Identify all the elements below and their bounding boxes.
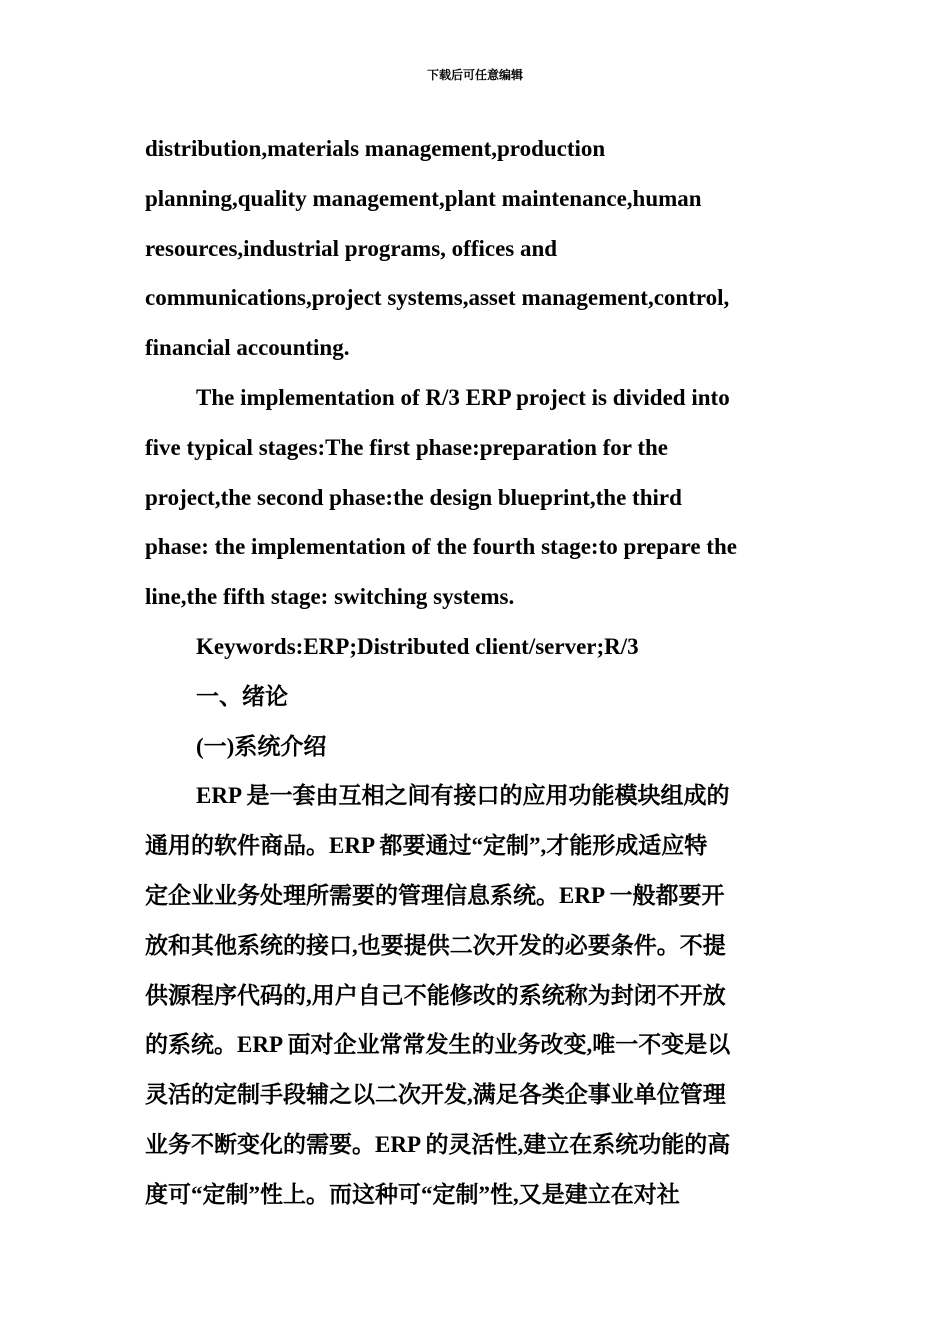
text-line: five typical stages:The first phase:preparation for the bbox=[145, 434, 668, 460]
text-line: 通用的软件商品。ERP 都要通过“定制”,才能形成适应特 bbox=[145, 833, 708, 859]
text-line: 放和其他系统的接口,也要提供二次开发的必要条件。不提 bbox=[145, 932, 726, 958]
page-header: 下载后可任意编辑 bbox=[426, 68, 523, 82]
text-line: planning,quality management,plant maintenance,human bbox=[145, 185, 702, 211]
text-line: (一)系统介绍 bbox=[196, 733, 327, 759]
text-line: 灵活的定制手段辅之以二次开发,满足各类企事业单位管理 bbox=[145, 1082, 726, 1108]
text-line: 定企业业务处理所需要的管理信息系统。ERP 一般都要开 bbox=[145, 882, 725, 908]
body-text bbox=[145, 124, 810, 1220]
text-line: 供源程序代码的,用户自己不能修改的系统称为封闭不开放 bbox=[145, 982, 726, 1008]
text-line: ERP 是一套由互相之间有接口的应用功能模块组成的 bbox=[196, 783, 730, 809]
text-line: line,the fifth stage: switching systems. bbox=[145, 584, 515, 610]
text-line: Keywords:ERP;Distributed client/server;R/3 bbox=[196, 633, 639, 659]
text-line: 业务不断变化的需要。ERP 的灵活性,建立在系统功能的高 bbox=[145, 1131, 731, 1157]
text-line: distribution,materials management,production bbox=[145, 136, 606, 161]
text-line: 的系统。ERP 面对企业常常发生的业务改变,唯一不变是以 bbox=[145, 1032, 731, 1058]
text-line: phase: the implementation of the fourth stage:to prepare the bbox=[145, 534, 737, 560]
text-line: The implementation of R/3 ERP project is divided into bbox=[196, 384, 730, 410]
text-line: 度可“定制”性上。而这种可“定制”性,又是建立在对社 bbox=[145, 1181, 680, 1207]
text-line: 一、绪论 bbox=[196, 683, 288, 709]
text-line: resources,industrial programs, offices and bbox=[145, 235, 558, 261]
text-line: project,the second phase:the design blueprint,the third bbox=[145, 484, 682, 510]
text-line: financial accounting. bbox=[145, 335, 350, 361]
text-line: communications,project systems,asset management,control, bbox=[145, 285, 730, 311]
